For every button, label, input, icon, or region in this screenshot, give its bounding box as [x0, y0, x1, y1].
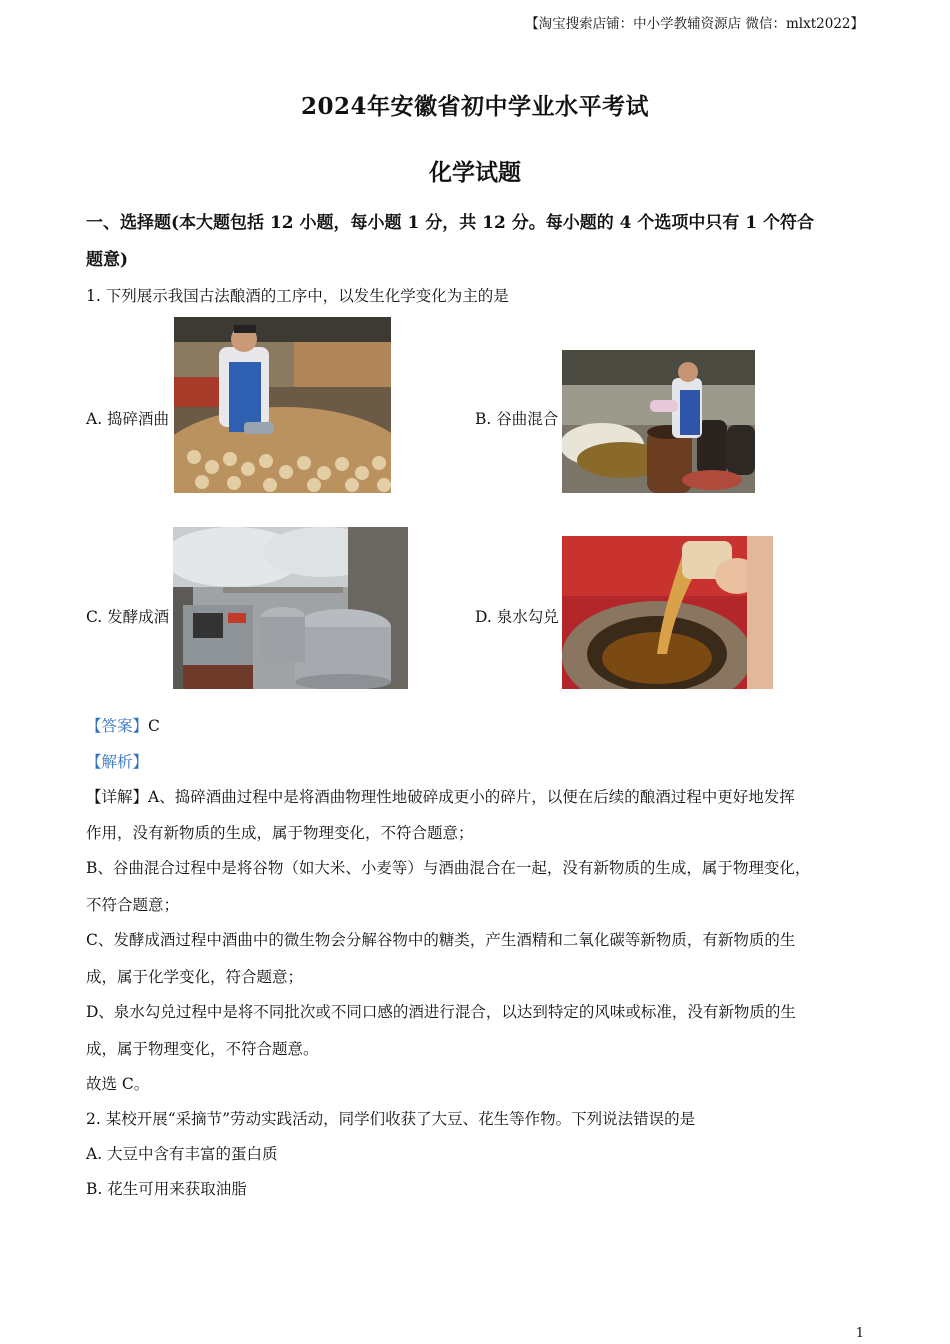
detail-line-4: 不符合题意；: [86, 896, 180, 914]
detail-line-8: 成，属于物理变化，不符合题意。: [86, 1040, 319, 1058]
option-d-label: D. 泉水勾兑: [475, 608, 559, 626]
answer-value: C: [148, 717, 160, 735]
option-d-photo: [562, 536, 773, 689]
detail-line-5: C、发酵成酒过程中酒曲中的微生物会分解谷物中的糖类，产生酒精和二氧化碳等新物质，有新物质的生: [86, 931, 796, 949]
page-number: 1: [855, 1326, 864, 1341]
question-2-option-b: B. 花生可用来获取油脂: [86, 1180, 247, 1198]
question-2-option-a: A. 大豆中含有丰富的蛋白质: [86, 1145, 278, 1163]
option-a-photo: [174, 317, 391, 493]
detail-line-1: [86, 785, 795, 807]
question-2-stem: 2. 某校开展“采摘节”劳动实践活动，同学们收获了大豆、花生等作物。下列说法错误的是: [86, 1110, 696, 1128]
section-heading: [86, 205, 866, 279]
section-heading-line-1: 一、选择题(本大题包括 12 小题，每小题 1 分，共 12 分。每小题的 4 个选项中只有 1 个符合: [86, 213, 815, 233]
detail-text-1: A、捣碎酒曲过程中是将酒曲物理性地破碎成更小的碎片，以便在后续的酿酒过程中更好地发挥: [148, 788, 795, 806]
option-b-label: B. 谷曲混合: [475, 410, 559, 428]
option-c-label: C. 发酵成酒: [86, 608, 170, 626]
analysis-tag: 【解析】: [86, 753, 149, 771]
option-b-photo: [562, 350, 755, 493]
page-title: 2024年安徽省初中学业水平考试: [300, 93, 649, 120]
option-a-label: A. 捣碎酒曲: [86, 410, 170, 428]
option-c-photo: [173, 527, 408, 689]
detail-tag: 【详解】: [86, 788, 149, 806]
page-subtitle: 化学试题: [429, 159, 521, 186]
question-1-stem: 1. 下列展示我国古法酿酒的工序中，以发生化学变化为主的是: [86, 287, 509, 305]
conclusion-line: 故选 C。: [86, 1075, 150, 1093]
detail-line-6: 成，属于化学变化，符合题意；: [86, 968, 304, 986]
section-heading-line-2: 题意): [86, 250, 129, 270]
answer-tag: 【答案】: [86, 717, 149, 735]
detail-line-3: B、谷曲混合过程中是将谷物（如大米、小麦等）与酒曲混合在一起，没有新物质的生成，属于物理变化，: [86, 859, 811, 877]
analysis-line: [86, 750, 148, 772]
header-note: 【淘宝搜索店铺：中小学教辅资源店 微信：mlxt2022】: [525, 16, 864, 32]
detail-line-2: 作用，没有新物质的生成，属于物理变化，不符合题意；: [86, 824, 474, 842]
answer-line: [86, 714, 160, 736]
detail-line-7: D、泉水勾兑过程中是将不同批次或不同口感的酒进行混合，以达到特定的风味或标准，没有新物质的生: [86, 1003, 796, 1021]
